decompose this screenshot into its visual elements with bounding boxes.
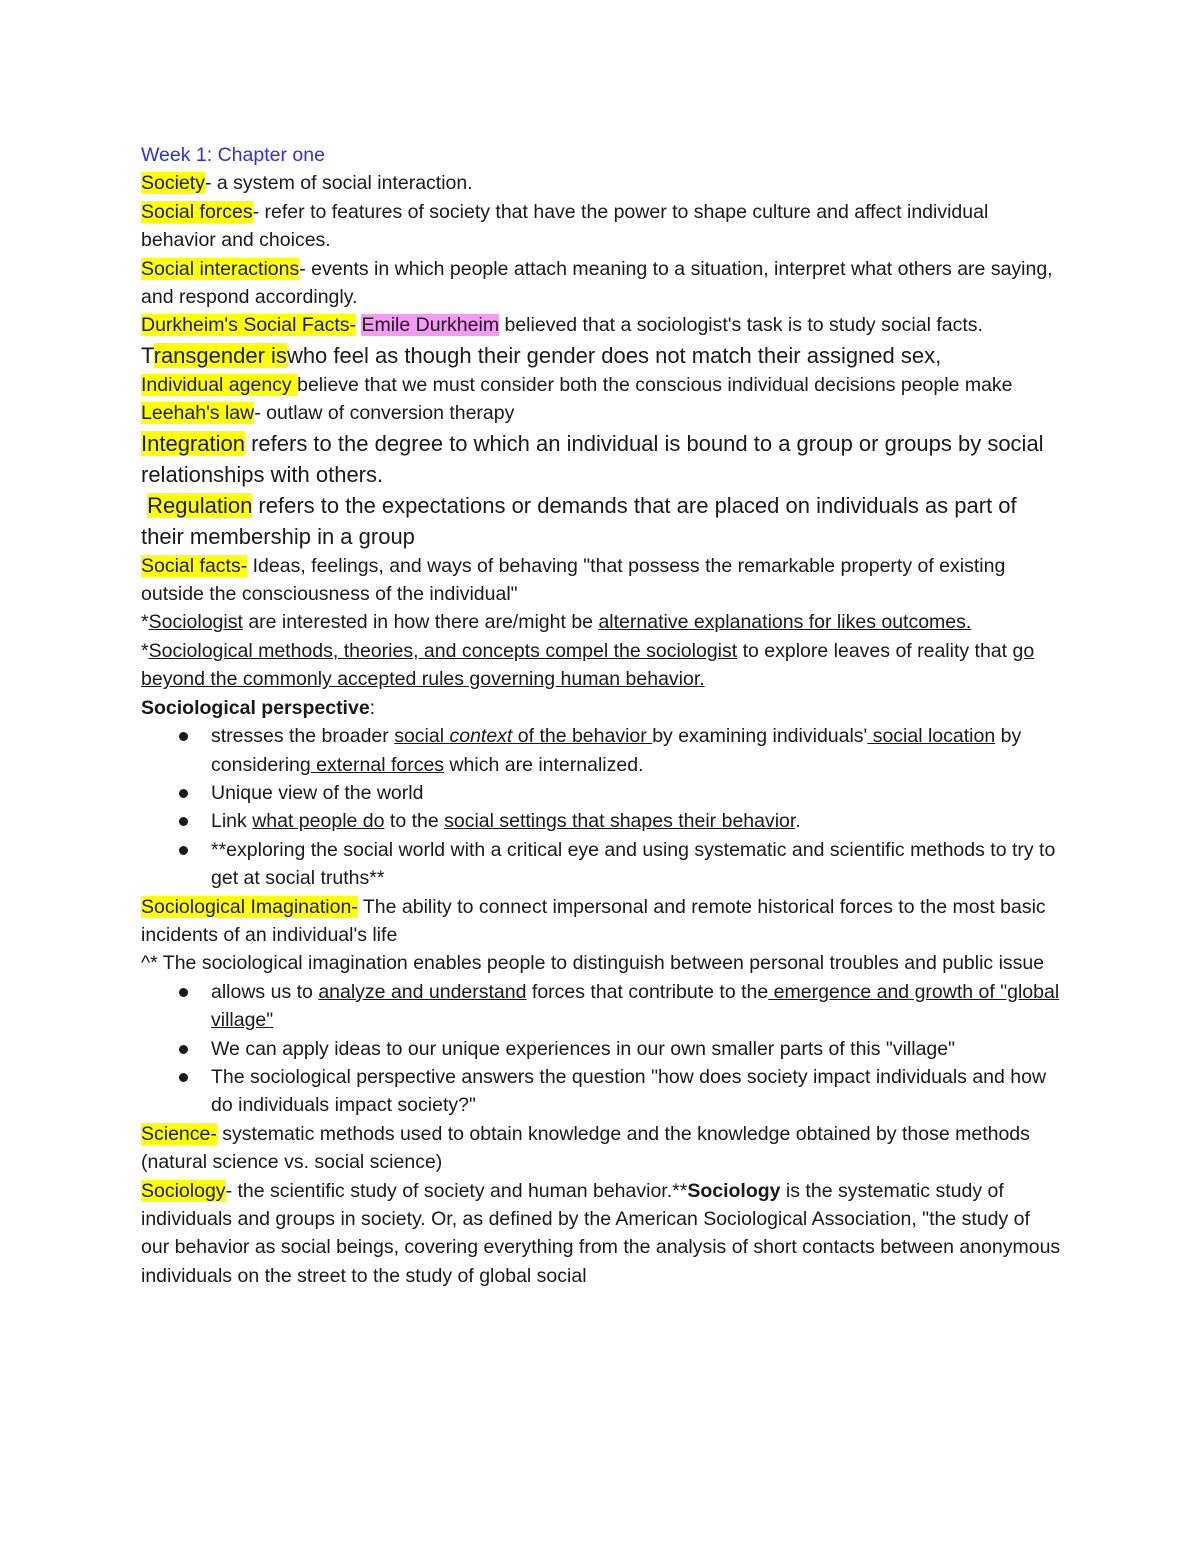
definition-social-facts <box>141 552 1061 609</box>
def-transgender: who feel as though their gender does not match their assigned sex, <box>286 342 942 368</box>
def-society: - a system of social interaction. <box>204 172 473 195</box>
note-sociologist <box>141 608 1061 636</box>
document-body <box>141 141 1061 1290</box>
note-underlined-text: Sociologist <box>148 611 243 634</box>
definition-social-interactions <box>141 255 1061 312</box>
bullet-underlined-text: emergence and growth of "global village" <box>211 980 1060 1032</box>
bullet-text: by examining individuals' <box>652 725 868 748</box>
note-underlined-text: Sociological methods, theories, and concepts compel the sociologist <box>148 639 738 662</box>
def-integration: refers to the degree to which an individual is bound to a group or groups by social relationships with others. <box>141 430 1044 487</box>
bullet-underlined-text: social settings that shapes their behavior <box>444 810 796 833</box>
def-individual-agency: believe that we must consider both the conscious individual decisions people make <box>297 373 1013 396</box>
bullet-text: by considering <box>211 725 1022 776</box>
note-text: are interested in how there are/might be <box>242 611 599 634</box>
term-social-interactions: Social interactions <box>141 257 300 280</box>
definition-science <box>141 1120 1061 1177</box>
def-sociology-cont: is the systematic study of individuals and groups in society. Or, as defined by the American Sociological Association, "the study of our behavior as social beings, covering everything from the analysis of short contacts between anonymous individuals on the street to the study of global social <box>141 1179 1061 1287</box>
imagination-bullet-list <box>141 978 1061 1120</box>
definition-leehahs-law <box>141 399 1061 427</box>
def-social-facts: Ideas, feelings, and ways of behaving "that possess the remarkable property of existing outside the consciousness of the individual" <box>141 554 1006 606</box>
term-sociology: Sociology <box>141 1179 226 1202</box>
heading-colon: : <box>369 696 376 719</box>
definition-regulation <box>141 490 1061 552</box>
list-item <box>141 722 1061 779</box>
bullet-text: allows us to <box>211 980 319 1003</box>
list-item <box>141 978 1061 1035</box>
bullet-underlined-text: external forces <box>310 753 445 776</box>
definition-society <box>141 169 1061 197</box>
heading-sociological-perspective <box>141 694 1061 722</box>
term-social-facts: Social facts- <box>141 554 248 577</box>
term-transgender: ransgender is <box>153 342 287 368</box>
term-regulation: Regulation <box>147 492 253 518</box>
definition-sociological-imagination <box>141 893 1061 950</box>
bullet-text: to the <box>384 810 445 833</box>
bullet-text: stresses the broader <box>211 725 395 748</box>
definition-individual-agency <box>141 371 1061 399</box>
bullet-text: which are internalized. <box>444 753 644 776</box>
heading-text: Sociological perspective <box>141 696 370 719</box>
definition-social-forces <box>141 198 1061 255</box>
bullet-underlined-text: social location <box>867 725 996 748</box>
bullet-underlined-text: what people do <box>252 810 385 833</box>
bullet-text: forces that contribute to the <box>526 980 769 1003</box>
list-item <box>141 807 1061 835</box>
note-underlined-text: go beyond the commonly accepted rules governing human behavior. <box>141 639 1035 691</box>
term-individual-agency: Individual agency <box>141 373 298 396</box>
term-leehahs-law: Leehah's law <box>141 402 255 425</box>
term-social-forces: Social forces <box>141 200 253 223</box>
perspective-bullet-list <box>141 722 1061 892</box>
note-imagination: ^* The sociological imagination enables people to distinguish between personal troubles and public issue <box>141 952 1045 975</box>
bullet-underlined-text: of the behavior <box>512 725 653 748</box>
definition-integration <box>141 428 1061 490</box>
def-leehahs-law: - outlaw of conversion therapy <box>254 402 515 425</box>
term-integration: Integration <box>141 430 245 456</box>
bullet-underlined-text: social <box>394 725 450 748</box>
def-sociological-imagination: The ability to connect impersonal and remote historical forces to the most basic incidents of an individual's life <box>141 895 1046 946</box>
term-society: Society <box>141 172 205 195</box>
definition-durkheim <box>141 311 1061 339</box>
term-durkheim: Durkheim's Social Facts- <box>141 314 357 337</box>
bullet-text: . <box>795 810 801 833</box>
definition-sociology <box>141 1177 1061 1291</box>
term-science: Science- <box>141 1122 217 1145</box>
def-science: systematic methods used to obtain knowledge and the knowledge obtained by those methods (natural science vs. social science) <box>141 1122 1030 1174</box>
list-item: The sociological perspective answers the question "how does society impact individuals and how do individuals impact society?" <box>141 1063 1061 1120</box>
def-social-forces: - refer to features of society that have the power to shape culture and affect individual behavior and choices. <box>141 200 989 252</box>
bullet-underlined-text: analyze and understand <box>318 980 527 1003</box>
definition-transgender <box>141 340 1061 371</box>
page-title: Week 1: Chapter one <box>141 144 325 166</box>
note-text: to explore leaves of reality that <box>737 639 1013 662</box>
list-item: Unique view of the world <box>141 779 1061 807</box>
def-durkheim: believed that a sociologist's task is to study social facts. <box>499 314 983 337</box>
def-social-interactions: - events in which people attach meaning to a situation, interpret what others are saying, and respond accordingly. <box>141 257 1053 309</box>
list-item: We can apply ideas to our unique experiences in our own smaller parts of this "village" <box>141 1035 1061 1063</box>
bullet-underlined-italic-text: context <box>449 725 513 748</box>
note-star: * <box>141 611 149 634</box>
name-emile-durkheim: Emile Durkheim <box>361 314 500 337</box>
def-sociology: - the scientific study of society and human behavior.** <box>225 1179 688 1202</box>
note-underlined-text: alternative explanations for likes outcomes. <box>598 611 972 634</box>
bold-sociology: Sociology <box>687 1179 781 1202</box>
term-transgender-prefix: T <box>141 342 154 368</box>
def-regulation: refers to the expectations or demands that are placed on individuals as part of their membership in a group <box>141 492 1023 549</box>
note-star: * <box>141 639 149 662</box>
bullet-text: Link <box>211 810 253 833</box>
list-item: **exploring the social world with a critical eye and using systematic and scientific methods to try to get at social truths** <box>141 836 1061 893</box>
note-sociological-methods <box>141 637 1061 694</box>
term-sociological-imagination: Sociological Imagination- <box>141 895 358 918</box>
